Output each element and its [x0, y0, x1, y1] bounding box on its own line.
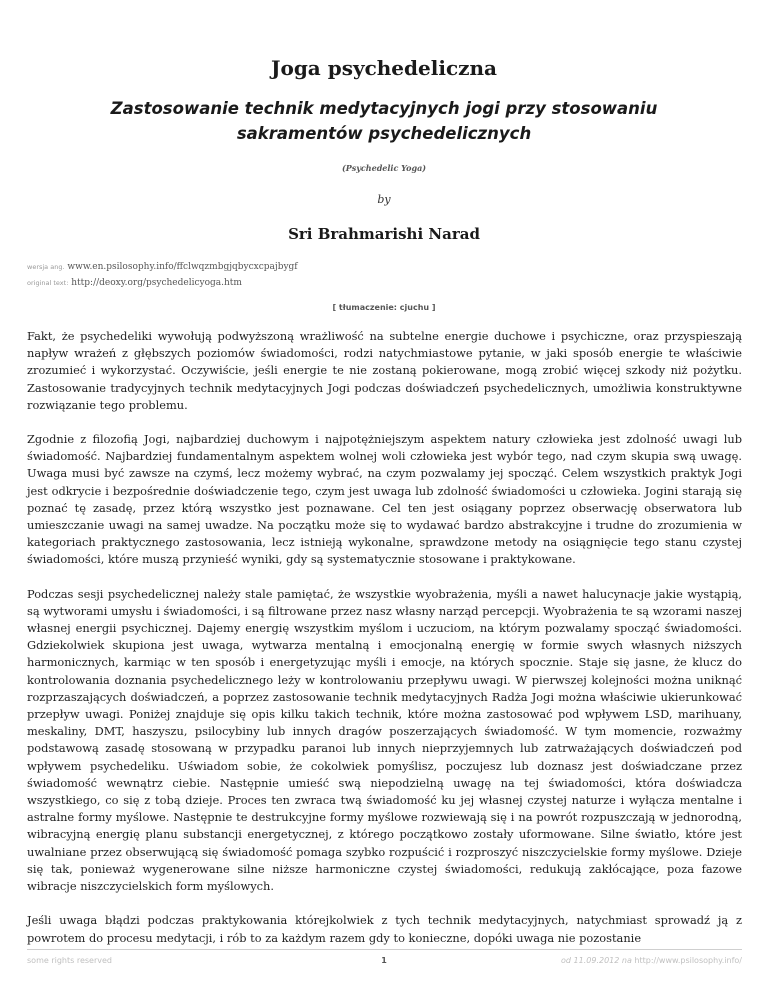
- footer-divider: [27, 949, 742, 950]
- paragraph: Jeśli uwaga błądzi podczas praktykowania którejkolwiek z tych technik medytacyjnych, natychmiast sprowadź ją z powrotem do procesu medytacji, i rób to za każdym razem gdy to konieczne, dopóki uwaga nie pozostanie: [27, 913, 742, 945]
- original-text-label: original text:: [27, 279, 69, 287]
- footer-date: od 11.09.2012 na: [561, 956, 632, 965]
- author-name: Sri Brahmarishi Narad: [288, 225, 480, 243]
- english-version-link[interactable]: www.en.psilosophy.info/ffclwqzmbgjqbycxcpajbygf: [67, 262, 298, 272]
- by-label: by: [377, 193, 391, 206]
- paragraph: Podczas sesji psychedelicznej należy stale pamiętać, że wszystkie wyobrażenia, myśli a nawet halucynacje jakie wystąpią, są wytworami umysłu i świadomości, i są filtrowane przez nasz własny narząd percepcji. Wyobrażenia te są wzorami naszej własnej energii psychicznej. Dajemy energię wszystkim myślom i uczuciom, na którym pozwalamy spocząć świadomości. Gdziekolwiek skupiona jest uwaga, wytwarza mentalną i emocjonalną energię w formie swych własnych niższych harmonicznych, karmiąc w ten sposób i energetyzując myśli i emocje, na których spocznie. Staje się jasne, że klucz do kontrolowania doznania psychedelicznego leży w kontrolowaniu przepływu uwagi. W pierwszej kolejności można uniknąć rozprzaszających doświadczeń, a poprzez zastosowanie technik medytacyjnych Radża Jogi można właściwie ukierunkować przepływ uwagi. Poniżej znajduje się opis kilku takich technik, które można zastosować pod wpływem LSD, marihuany, meskaliny, DMT, haszyszu, psilocybiny lub innych dragów poszerzających świadomość. W tym momencie, rozważmy podstawową zasadę stosowaną w przypadku paranoi lub innych nieprzyjemnych lub zatrważających doświadczeń pod wpływem psychedeliku. Uświadom sobie, że cokolwiek pomyślisz, poczujesz lub doznasz jest doświadczane przez świadomość wewnątrz ciebie. Następnie umieść swą niepodzielną uwagę na tej świadomości, która doświadcza wszystkiego, co się z tobą dzieje. Proces ten zwraca twą świadomość ku jej własnej czystej naturze i wyłącza mentalne i astralne formy myślowe. Następnie te destrukcyjne formy myślowe rozwiewają się i na powrót rozpuszczają w jednorodną, wibracyjną energię planu substancji energetycznej, z którego początkowo zostały uformowane. Silne światło, które jest uwalniane przez obserwującą się świadomość pomaga szybko rozpuścić i rozproszyć niszczycielskie formy myślowe. Dzieje się tak, ponieważ wygenerowane silne niższe harmoniczne czystej świadomości, redukują zakłócające, poza fazowe wibracje niszczycielskich form myślowych.: [27, 586, 742, 894]
- document-title: Joga psychedeliczna: [271, 56, 497, 80]
- page-number: 1: [381, 956, 387, 965]
- document-subtitle: Zastosowanie technik medytacyjnych jogi przy stosowaniu sakramentów psychedelicznych: [110, 99, 658, 143]
- english-version-line: [27, 262, 298, 272]
- footer-source: [561, 956, 742, 965]
- original-title: (Psychedelic Yoga): [341, 163, 427, 173]
- footer-link[interactable]: http://www.psilosophy.info/: [634, 956, 742, 965]
- original-text-line: [27, 278, 242, 288]
- original-text-link[interactable]: http://deoxy.org/psychedelicyoga.htm: [71, 278, 242, 288]
- document-body: [27, 328, 742, 964]
- translator-credit: [ tłumaczenie: cjuchu ]: [332, 303, 436, 312]
- paragraph: Zgodnie z filozofią Jogi, najbardziej duchowym i najpotężniejszym aspektem natury człowieka jest zdolność uwagi lub świadomość. Najbardziej fundamentalnym aspektem wolnej woli człowieka jest wybór tego, nad czym skupia swą uwagę. Uwaga musi być zawsze na czymś, lecz możemy wybrać, na czym pozwalamy jej spocząć. Celem wszystkich praktyk Jogi jest odkrycie i bezpośrednie doświadczenie tego, czym jest uwaga lub zdolność świadomości u człowieka. Jogini starają się poznać tę zasadę, przez którą wszystko jest poznawane. Cel ten jest osiągany poprzez obserwację obserwatora lub umieszczanie uwagi na samej uwadze. Na początku może się to wydawać bardzo abstrakcyjne i trudne do zrozumienia w kategoriach praktycznego zastosowania, lecz istnieją wykonalne, sprawdzone metody na osiągnięcie tego stanu czystej świadomości, które muszą przynieść wyniki, gdy są systematycznie stosowane i praktykowane.: [27, 432, 742, 567]
- english-version-label: wersja ang.: [27, 263, 65, 271]
- paragraph: Fakt, że psychedeliki wywołują podwyższoną wrażliwość na subtelne energie duchowe i psychiczne, oraz przyspieszają napływ wrażeń z głębszych poziomów świadomości, rodzi natychmiastowe pytanie, w jaki sposób energie te właściwie zrozumieć i wykorzystać. Oczywiście, jeśli energie te nie zostaną pokierowane, mogą zrobić więcej szkody niż pożytku. Zastosowanie tradycyjnych technik medytacyjnych Jogi podczas doświadczeń psychedelicznych, umożliwia konstruktywne rozwiązanie tego problemu.: [27, 329, 742, 412]
- footer-rights: some rights reserved: [27, 956, 112, 965]
